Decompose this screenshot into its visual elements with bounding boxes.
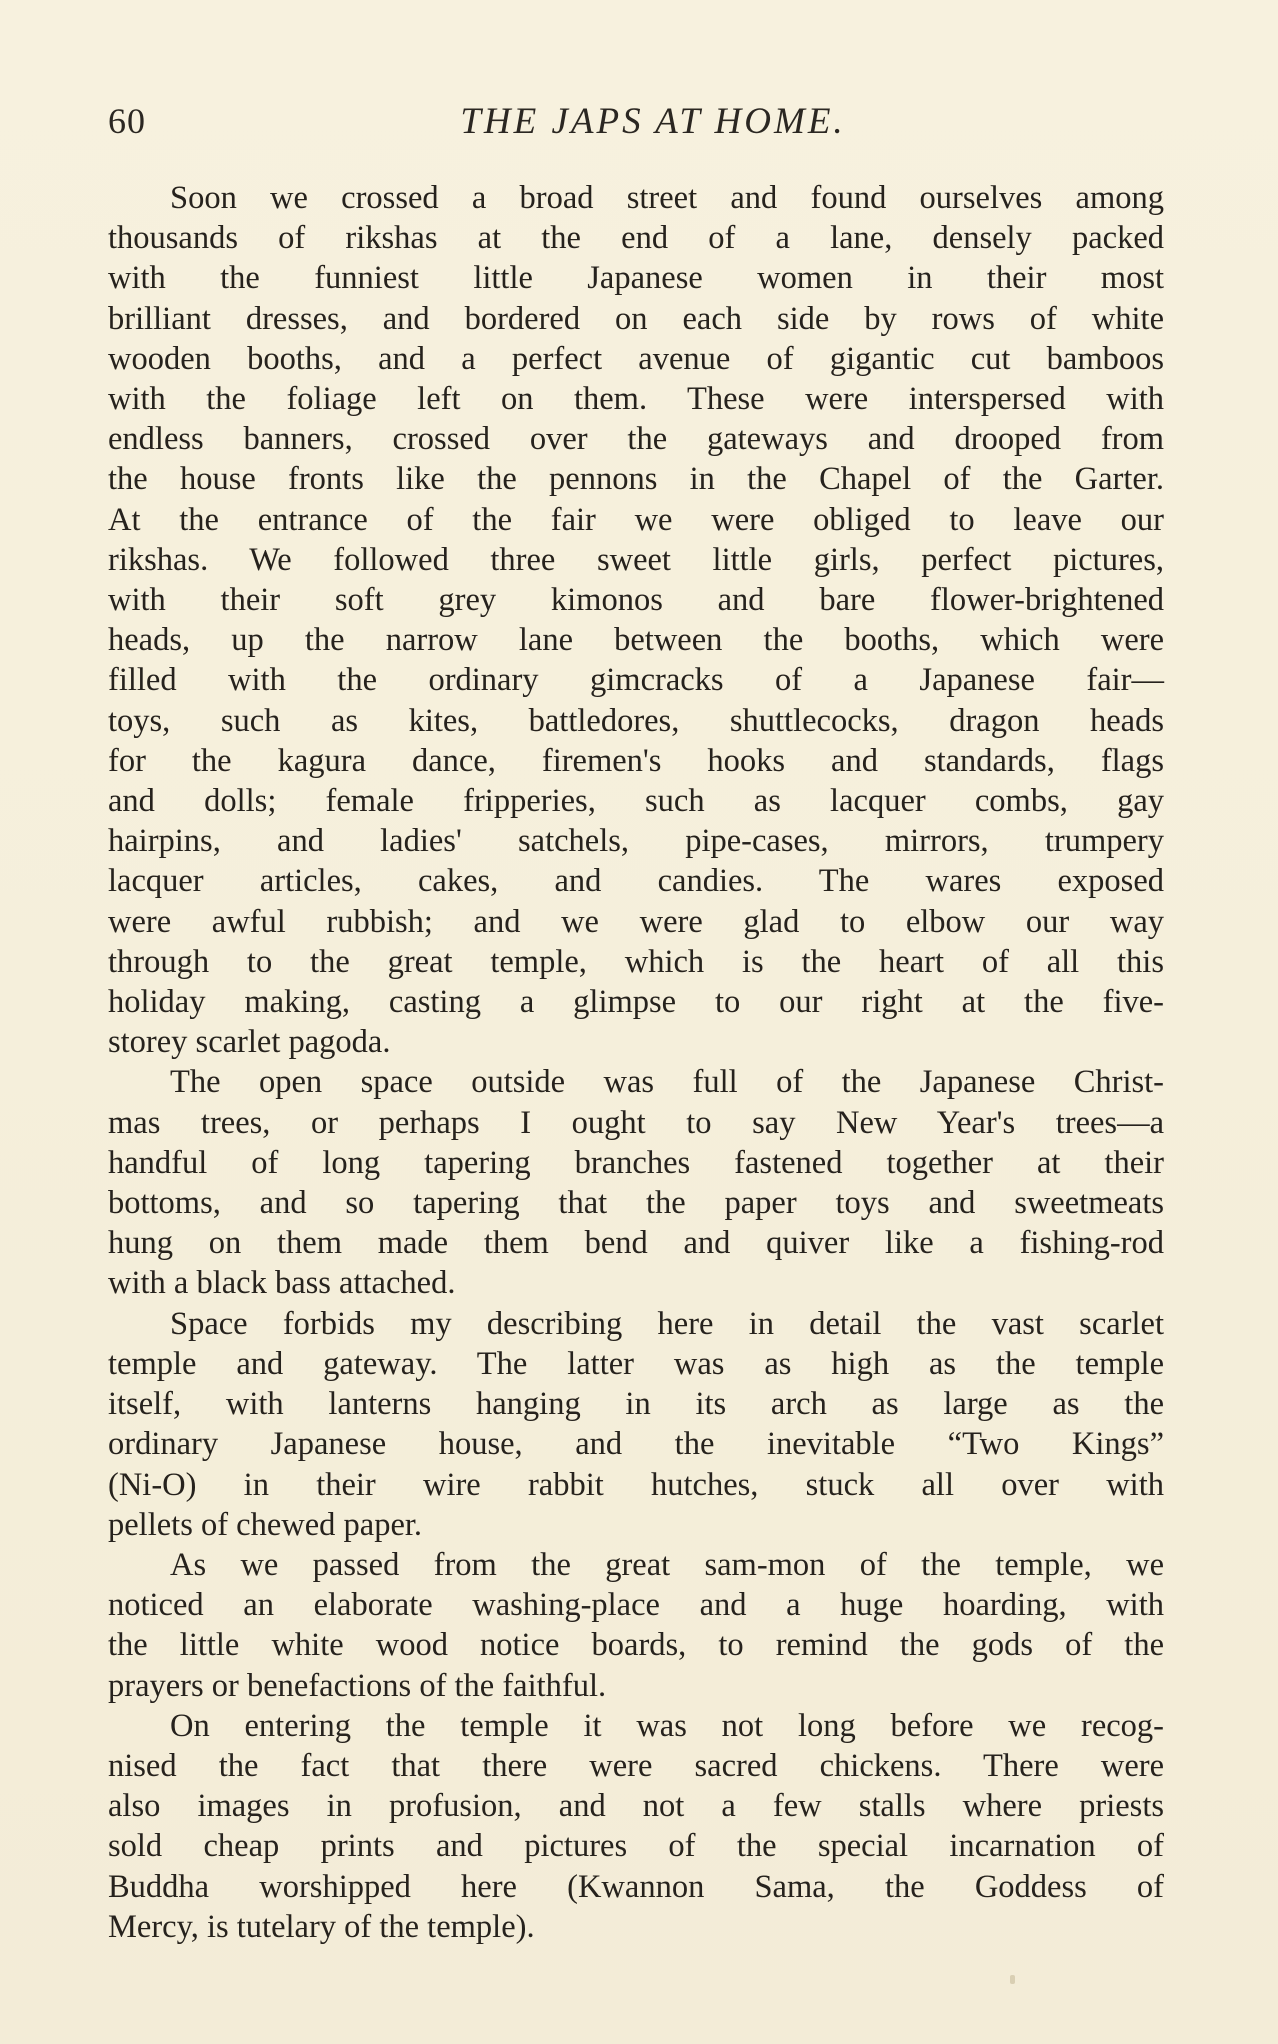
text-line: hairpins, and ladies' satchels, pipe-cases, mirrors, trumpery <box>108 823 1164 860</box>
text-line: holiday making, casting a glimpse to our right at the five- <box>108 984 1164 1021</box>
text-line: At the entrance of the fair we were obliged to leave our <box>108 501 1164 538</box>
text-line: through to the great temple, which is the heart of all this <box>108 943 1164 980</box>
text-line: mas trees, or perhaps I ought to say New Year's trees—a <box>108 1104 1164 1141</box>
text-line: lacquer articles, cakes, and candies. The wares exposed <box>108 863 1164 900</box>
text-line: brilliant dresses, and bordered on each side by rows of white <box>108 300 1164 337</box>
paragraph <box>108 1545 1164 1706</box>
text-line: Space forbids my describing here in detail the vast scarlet <box>170 1305 1164 1342</box>
text-line: nised the fact that there were sacred chickens. There were <box>108 1747 1164 1784</box>
text-line: sold cheap prints and pictures of the special incarnation of <box>108 1828 1164 1865</box>
text-line: (Ni-O) in their wire rabbit hutches, stuck all over with <box>108 1466 1164 1503</box>
text-line: with the funniest little Japanese women in their most <box>108 260 1164 297</box>
text-line: handful of long tapering branches fastened together at their <box>108 1144 1164 1181</box>
text-line: the little white wood notice boards, to remind the gods of the <box>108 1627 1164 1664</box>
body-text <box>108 178 1164 1947</box>
text-line: also images in profusion, and not a few stalls where priests <box>108 1788 1164 1825</box>
text-line: Buddha worshipped here (Kwannon Sama, the Goddess of <box>108 1868 1164 1905</box>
text-line: thousands of rikshas at the end of a lane, densely packed <box>108 220 1164 257</box>
page-header <box>108 100 1168 150</box>
text-line: prayers or benefactions of the faithful. <box>108 1667 607 1704</box>
text-line: ordinary Japanese house, and the inevitable “Two Kings” <box>108 1426 1164 1463</box>
text-line: were awful rubbish; and we were glad to elbow our way <box>108 903 1164 940</box>
text-line: temple and gateway. The latter was as high as the temple <box>108 1345 1164 1382</box>
text-line: with the foliage left on them. These were interspersed with <box>108 381 1164 418</box>
text-line: noticed an elaborate washing-place and a huge hoarding, with <box>108 1587 1164 1624</box>
text-line: filled with the ordinary gimcracks of a Japanese fair— <box>108 662 1164 699</box>
paragraph <box>108 178 1164 1062</box>
paper-speck <box>1010 1975 1015 1984</box>
text-line: with a black bass attached. <box>108 1265 456 1302</box>
text-line: the house fronts like the pennons in the Chapel of the Garter. <box>108 461 1164 498</box>
paragraph <box>108 1062 1164 1303</box>
paragraph <box>108 1706 1164 1947</box>
text-line: rikshas. We followed three sweet little girls, perfect pictures, <box>108 541 1164 578</box>
text-line: with their soft grey kimonos and bare flower-brightened <box>108 582 1164 619</box>
text-line: bottoms, and so tapering that the paper toys and sweetmeats <box>108 1185 1164 1222</box>
text-line: The open space outside was full of the Japanese Christ- <box>170 1064 1164 1101</box>
text-line: toys, such as kites, battledores, shuttlecocks, dragon heads <box>108 702 1164 739</box>
text-line: Soon we crossed a broad street and found ourselves among <box>170 180 1164 216</box>
text-line: hung on them made them bend and quiver like a fishing-rod <box>108 1225 1164 1262</box>
text-line: heads, up the narrow lane between the booths, which were <box>108 622 1164 659</box>
text-line: Mercy, is tutelary of the temple). <box>108 1908 535 1945</box>
text-line: wooden booths, and a perfect avenue of gigantic cut bamboos <box>108 340 1164 377</box>
running-title: THE JAPS AT HOME. <box>460 101 846 142</box>
text-line: and dolls; female fripperies, such as lacquer combs, gay <box>108 783 1164 820</box>
text-line: itself, with lanterns hanging in its arch as large as the <box>108 1386 1164 1423</box>
paragraph <box>108 1304 1164 1545</box>
text-line: storey scarlet pagoda. <box>108 1024 391 1061</box>
page-number: 60 <box>108 101 146 141</box>
text-line: endless banners, crossed over the gateways and drooped from <box>108 421 1164 458</box>
text-line: On entering the temple it was not long before we recog- <box>170 1707 1164 1744</box>
text-line: for the kagura dance, firemen's hooks and standards, flags <box>108 742 1164 779</box>
text-line: As we passed from the great sam-mon of the temple, we <box>170 1546 1164 1583</box>
text-line: pellets of chewed paper. <box>108 1506 423 1543</box>
